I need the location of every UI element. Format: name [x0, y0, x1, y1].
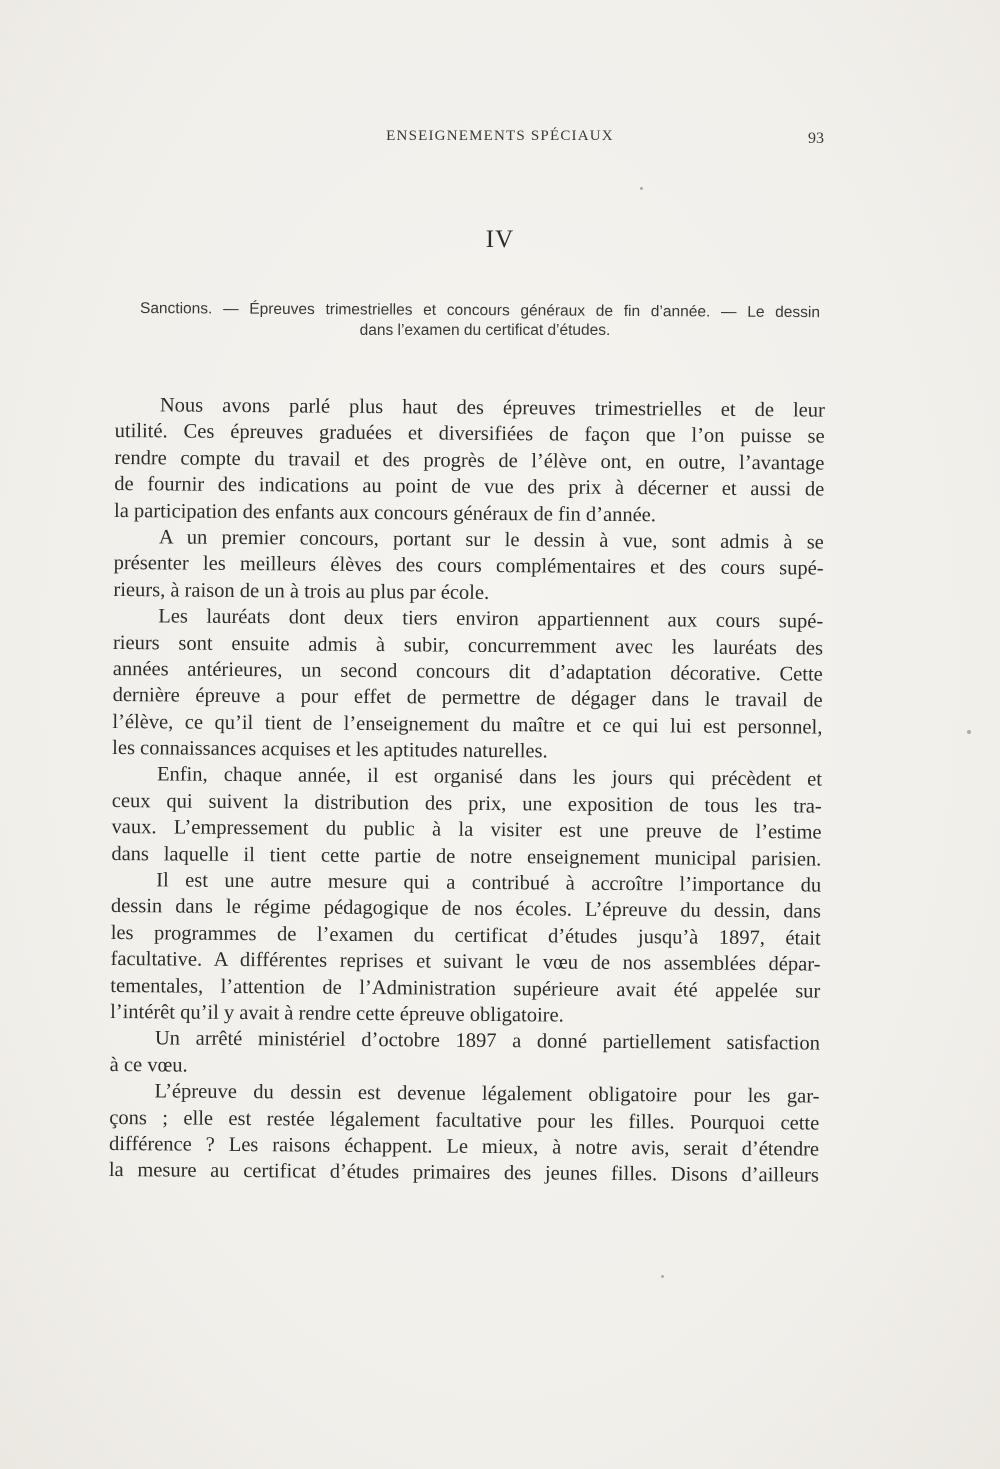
text-line: L’épreuve du dessin est devenue légalement obligatoire pour les gar- — [154, 1080, 820, 1108]
text-line: dans laquelle il tient cette partie de notre enseignement municipal parisien. — [111, 842, 822, 871]
text-line: vaux. L’empressement du public à la visiter est une preuve de l’estime — [111, 816, 822, 844]
running-title: ENSEIGNEMENTS SPÉCIAUX — [386, 128, 614, 144]
body-text — [109, 392, 825, 1189]
text-line: l’intérêt qu’il y avait à rendre cette épreuve obligatoire. — [110, 1000, 564, 1027]
text-line: présenter les meilleurs élèves des cours complémentaires et des cours supé- — [113, 552, 824, 580]
section-summary — [140, 298, 820, 342]
text-line: utilité. Ces épreuves graduées et diversifiées de façon que l’on puisse se — [114, 420, 825, 448]
text-line: çons ; elle est restée légalement facultative pour les filles. Pourquoi cette — [109, 1106, 820, 1135]
section-number: IV — [485, 226, 515, 253]
text-line: la mesure au certificat d’études primaires des jeunes filles. Disons d’ailleurs — [108, 1159, 819, 1187]
text-line: la participation des enfants aux concours généraux de fin d’année. — [113, 499, 657, 526]
text-line: tementales, l’attention de l’Administration supérieure avait été appelée sur — [110, 974, 821, 1003]
paper-speck — [640, 187, 643, 190]
text-line: l’élève, ce qu’il tient de l’enseignement du maître et ce qui lui est personnel, — [112, 710, 823, 739]
text-line: à ce vœu. — [109, 1053, 188, 1077]
running-head — [0, 128, 1000, 152]
text-line: dernière épreuve a pour effet de permettre de dégager dans le travail de — [112, 684, 823, 712]
text-line: rendre compte du travail et des progrès de l’élève ont, en outre, l’avantage — [114, 446, 825, 475]
paper-speck — [661, 1275, 664, 1278]
text-line: Les lauréats dont deux tiers environ appartiennent aux cours supé- — [158, 605, 824, 633]
text-line: A un premier concours, portant sur le dessin à vue, sont admis à se — [158, 526, 824, 554]
page-number: 93 — [808, 130, 824, 147]
text-line: Il est une autre mesure qui a contribué à accroître l’importance du — [156, 869, 822, 897]
text-line: différence ? Les raisons échappent. Le mieux, à notre avis, serait d’étendre — [109, 1132, 820, 1161]
text-line: les connaissances acquises et les aptitudes naturelles. — [112, 737, 548, 763]
text-line: facultative. A différentes reprises et suivant le vœu de nos assemblées dépar- — [110, 948, 821, 976]
text-line: dessin dans le régime pédagogique de nos écoles. L’épreuve du dessin, dans — [110, 895, 822, 923]
text-line: rieurs, à raison de un à trois au plus par école. — [113, 578, 490, 604]
text-line: les programmes de l’examen du certificat d’études jusqu’à 1897, était — [110, 921, 821, 950]
text-line: rieurs sont ensuite admis à subir, concurremment avec les lauréats des — [112, 631, 824, 660]
text-line: Enfin, chaque année, il est organisé dans les jours qui précèdent et — [156, 763, 823, 792]
text-line: de fournir des indications au point de vue des prix à décerner et aussi de — [114, 473, 825, 501]
text-line: ceux qui suivent la distribution des prix, une exposition de tous les tra- — [111, 789, 822, 818]
text-line: Nous avons parlé plus haut des épreuves trimestrielles et de leur — [159, 394, 825, 422]
summary-line: Sanctions. — Épreuves trimestrielles et concours généraux de fin d’année. — Le dessin — [139, 300, 821, 322]
summary-line: dans l’examen du certificat d’études. — [359, 322, 611, 339]
paper-speck — [967, 730, 971, 734]
text-line: Un arrêté ministériel d’octobre 1897 a donné partiellement satisfaction — [154, 1027, 820, 1055]
text-line: années antérieures, un second concours dit d’adaptation décorative. Cette — [112, 657, 823, 686]
